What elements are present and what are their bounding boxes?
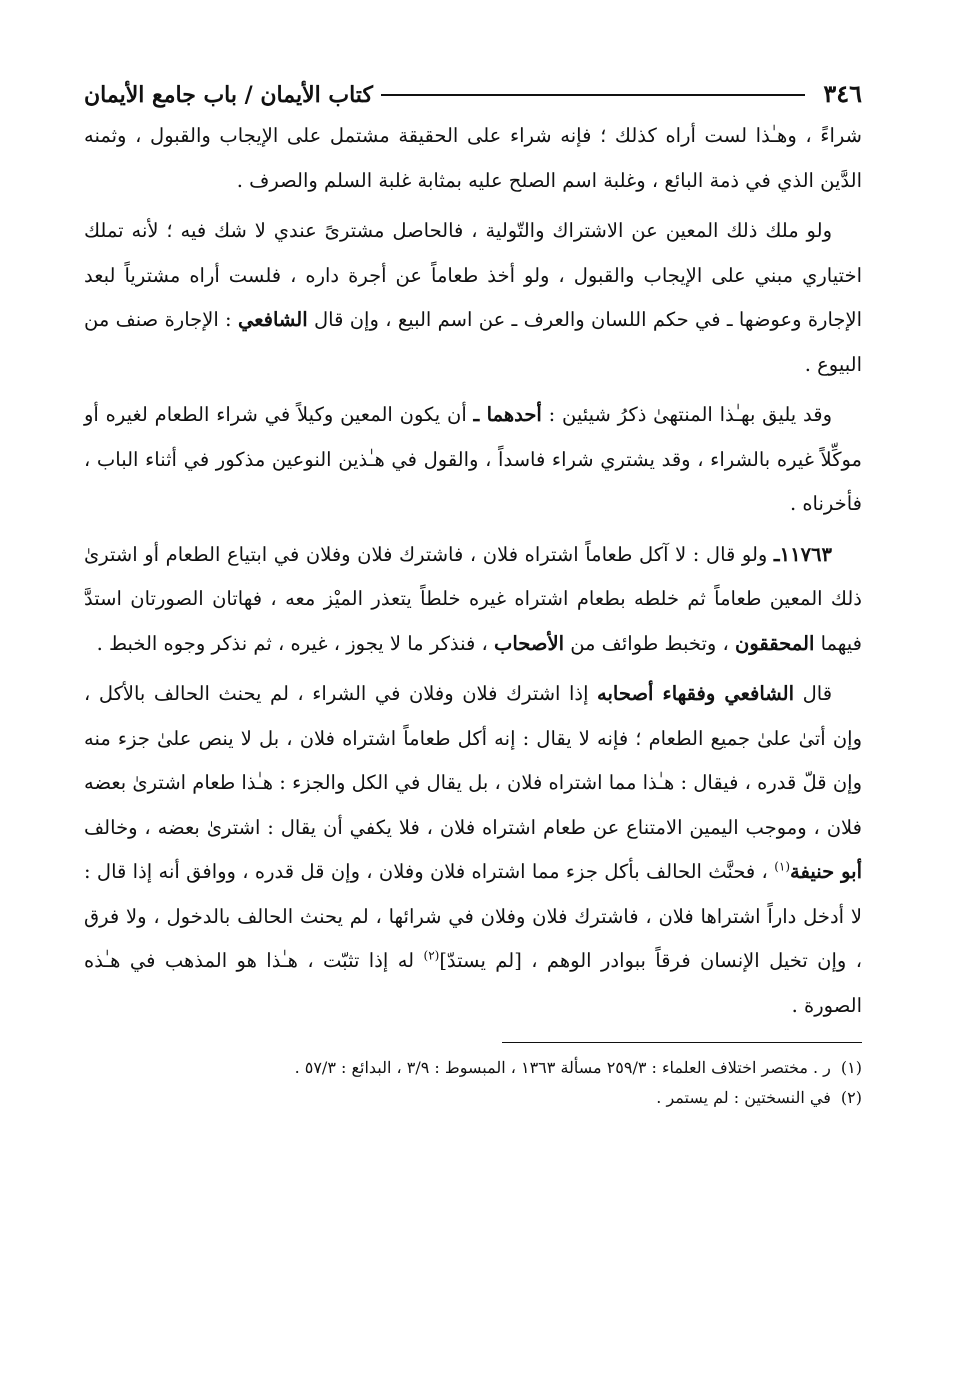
paragraph-2-end: : الإجارة صنف من البيوع .	[84, 308, 862, 376]
footnote-2	[84, 1083, 862, 1113]
footnote-separator	[502, 1042, 862, 1043]
paragraph-3	[84, 393, 862, 527]
footnote-2-text: في النسختين : لم يستمر .	[656, 1088, 831, 1107]
header-rule	[381, 94, 805, 96]
term-ashab: الأصحاب	[494, 631, 564, 655]
paragraph-4	[84, 533, 862, 667]
paragraph-3-start: وقد يليق بهـٰذا المنتهىٰ ذكرُ شيئين :	[548, 403, 832, 426]
paragraph-2-text: ولو ملك ذلك المعين عن الاشتراك والتّولية ، فالحاصل مشترىً عندي لا شك فيه ؛ لأنه تملك اختياري مبني على الإيجاب والقبول ، ولو أخذ طعاماً عن أجرة داره ، فلست أراه مشترياً لبعد الإجارة وعوضها ـ في حكم اللسان والعرف ـ عن اسم البيع ، وإن قال	[84, 219, 863, 331]
paragraph-5	[84, 672, 862, 1028]
footnote-1	[84, 1053, 862, 1083]
name-abu-hanifa: أبو حنيفة	[790, 860, 862, 883]
footnote-2-number: (٢)	[840, 1088, 862, 1107]
paragraph-5-b: ، فحنَّث الحالف بأكل جزء مما اشتراه فلان وفلان ، وإن قل قدره ، ووافق أنه إذا قال : لا أدخل داراً اشتراها فلان ، فاشترك فلان وفلان في شرائها ، لم يحنث الحالف بالدخول ، ولا فرق ، وإن تخيل الإنسان فرقاً ببوادر الوهم ، [لم يستدّ]	[84, 860, 862, 972]
book-page	[84, 62, 862, 1113]
footnote-ref-2[interactable]: (٢)	[423, 948, 440, 963]
footnote-ref-1[interactable]: (١)	[774, 859, 791, 874]
first-of-two: أحدهما ـ	[473, 403, 542, 426]
issue-number: ١١٧٦٣ـ	[773, 542, 833, 566]
term-muhaqqiqun: المحققون	[735, 631, 815, 655]
shafii-and-companions: الشافعي وفقهاء أصحابه	[597, 682, 795, 705]
page-number: ٣٤٦	[823, 79, 862, 108]
paragraph-3-end: أن يكون المعين وكيلاً في شراء الطعام لغيره أو موكِّلاً غيره بالشراء ، وقد يشتري شراء فاسداً ، والقول في هـٰذين النوعين مذكور في أثناء الباب ، فأخرناه .	[84, 403, 862, 515]
body-text	[84, 114, 862, 1028]
paragraph-5-pre: قال	[802, 682, 833, 705]
footnote-1-number: (١)	[840, 1058, 862, 1077]
paragraph-5-c: له إذا تثبّت ، هـٰذا هو المذهب في هـٰذه الصورة .	[84, 949, 862, 1017]
paragraph-4-mid: ، وتخبط طوائف من	[570, 631, 729, 655]
paragraph-2	[84, 209, 862, 387]
running-title: كتاب الأيمان / باب جامع الأيمان	[84, 82, 373, 108]
name-shafii: الشافعي	[237, 308, 308, 331]
paragraph-5-a: إذا اشترك فلان وفلان في الشراء ، لم يحنث الحالف بالأكل ، وإن أتىٰ علىٰ جميع الطعام ؛ فإنه لا يقال : إنه أكل طعاماً اشتراه فلان ، بل لا ينص علىٰ جزء منه وإن قلّ قدره ، فيقال : هـٰذا مما اشتراه فلان ، بل يقال في الكل والجزء : هـٰذا طعام اشترىٰ بعضه فلان ، وموجب اليمين الامتناع عن طعام اشتراه فلان ، فلا يكفي أن يقال : اشترىٰ بعضه ، وخالف	[84, 682, 862, 839]
paragraph-1	[84, 114, 862, 203]
footnotes	[84, 1053, 862, 1113]
paragraph-4-start: ولو قال : لا آكل طعاماً اشتراه فلان ، فاشترك فلان وفلان في ابتياع الطعام أو اشترىٰ ذلك المعين طعاماً ثم خلطه بطعام اشتراه غيره خلطاً يتعذر الميْز معه ، فهاتان الصورتان استدَّ فيهما	[84, 542, 862, 655]
page-header	[84, 62, 862, 108]
paragraph-4-end: ، فنذكر ما لا يجوز ، غيره ، ثم نذكر وجوه الخبط .	[96, 631, 488, 655]
paragraph-1-text: شراءً ، وهـٰذا لست أراه كذلك ؛ فإنه شراء على الحقيقة مشتمل على الإيجاب والقبول ، وثمنه الدَّين الذي في ذمة البائع ، وغلبة اسم الصلح عليه بمثابة غلبة السلم والصرف .	[84, 124, 862, 192]
footnote-1-text: ر . مختصر اختلاف العلماء : ٢٥٩/٣ مسألة ١٣٦٣ ، المبسوط : ٣/٩ ، البدائع : ٥٧/٣ .	[294, 1058, 831, 1077]
